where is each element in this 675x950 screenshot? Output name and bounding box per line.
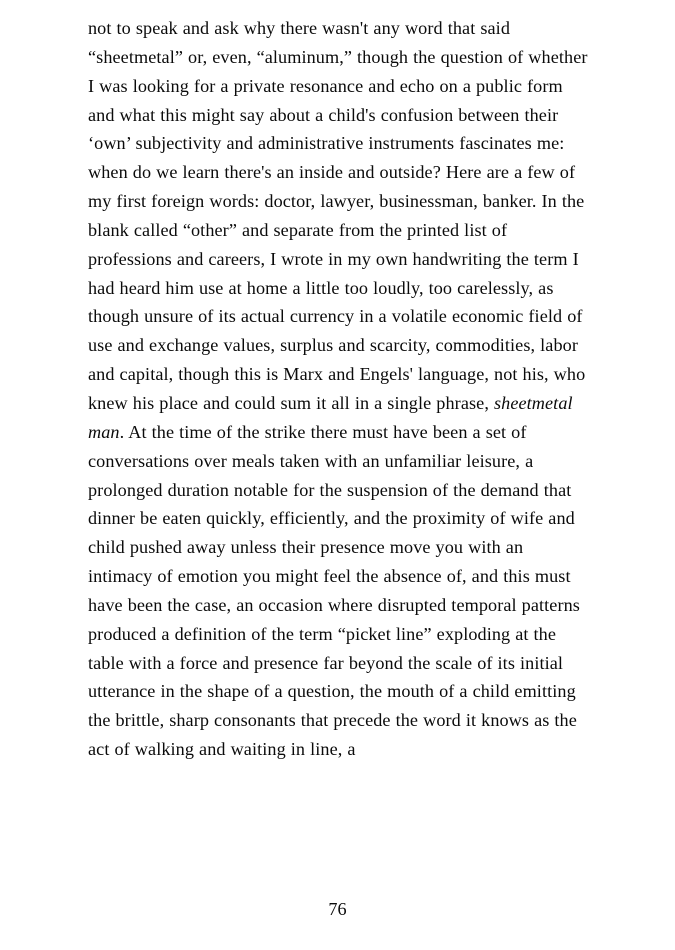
text-column — [88, 14, 588, 764]
body-text-emphasis: sheetmetal man — [88, 392, 573, 442]
page-number: 76 — [328, 899, 347, 919]
body-paragraph — [88, 14, 588, 764]
body-text-part-2: . At the time of the strike there must have been a set of conversations over meals taken with an unfamiliar leisure, a prolonged duration notable for the suspension of the demand that dinner be eaten quickly, efficiently, and the proximity of wife and child pushed away unless their presence move you with an intimacy of emotion you might feel the absence of, and this must have been the case, an occasion where disrupted temporal patterns produced a definition of the term “picket line” exploding at the table with a force and presence far beyond the scale of its initial utterance in the shape of a question, the mouth of a child emitting the brittle, sharp consonants that precede the word it knows as the act of walking and waiting in line, a — [88, 421, 580, 760]
body-text-part-1: not to speak and ask why there wasn't any word that said “sheetmetal” or, even, “aluminum,” though the question of whether I was looking for a private resonance and echo on a public form and what this might say about a child's confusion between their ‘own’ subjectivity and administrative instruments fascinates me: when do we learn there's an inside and outside? Here are a few of my first foreign words: doctor, lawyer, businessman, banker. In the blank called “other” and separate from the printed list of professions and careers, I wrote in my own handwriting the term I had heard him use at home a little too loudly, too carelessly, as though unsure of its actual currency in a volatile economic field of use and exchange values, surplus and scarcity, commodities, labor and capital, though this is Marx and Engels' language, not his, who knew his place and could sum it all in a single phrase, — [88, 18, 588, 413]
